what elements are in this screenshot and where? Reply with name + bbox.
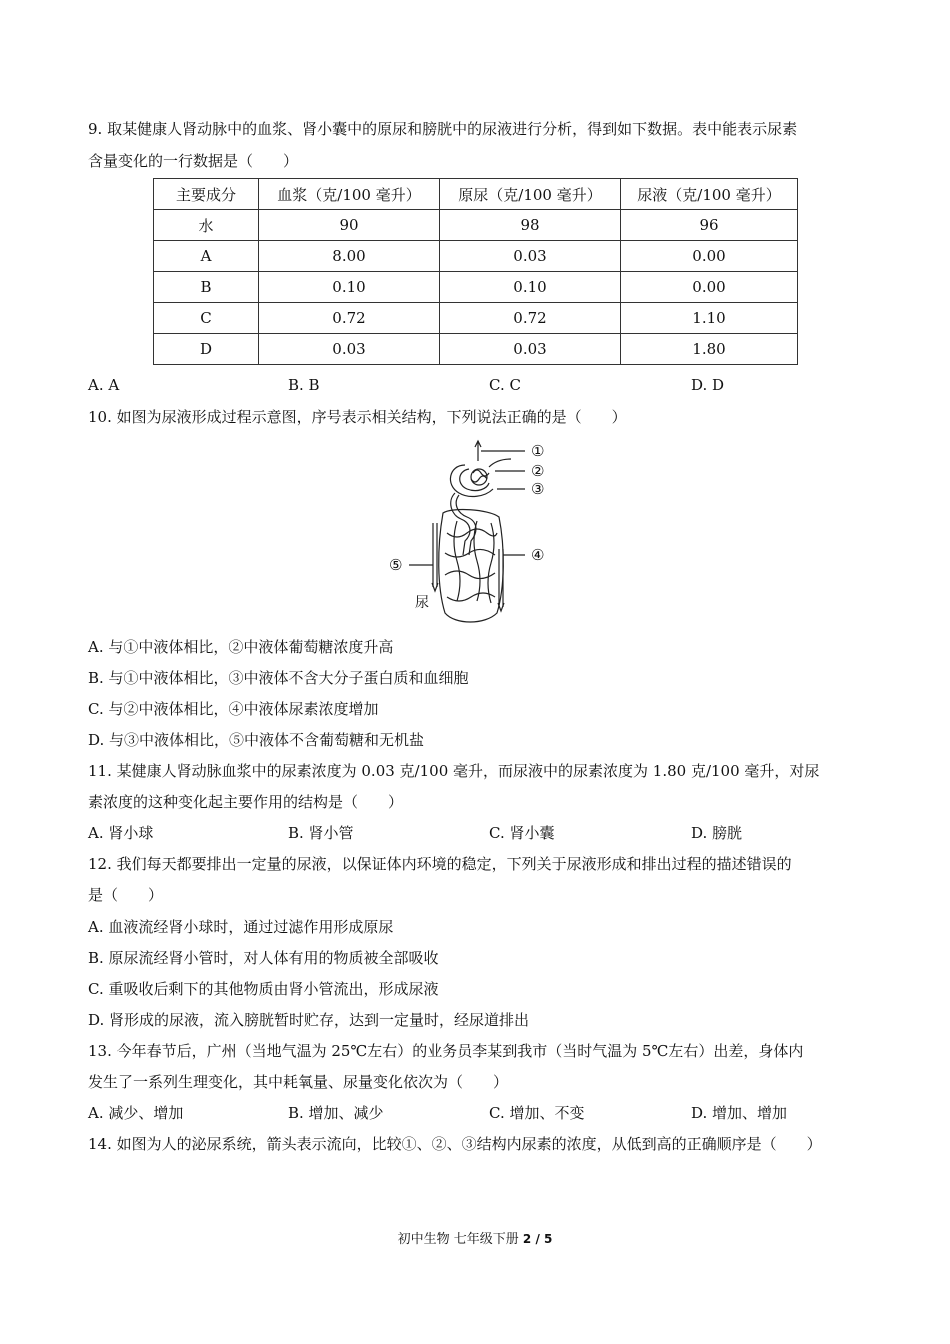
q14-stem: 14. 如图为人的泌尿系统，箭头表示流向，比较①、②、③结构内尿素的浓度，从低到高的正确顺序是（ ） <box>88 1135 822 1153</box>
table-cell: 1.80 <box>621 334 798 365</box>
q9-option-a[interactable]: A. A <box>88 376 120 394</box>
table-cell: D <box>154 334 259 365</box>
q13-option-d[interactable]: D. 增加、增加 <box>691 1104 788 1122</box>
capillary-network <box>439 510 504 622</box>
table-cell: C <box>154 303 259 334</box>
table-cell: 98 <box>440 210 621 241</box>
table-header-cell: 尿液（克/100 毫升） <box>621 179 798 210</box>
table-cell: 8.00 <box>259 241 440 272</box>
q10-option-c[interactable]: C. 与②中液体相比，④中液体尿素浓度增加 <box>88 700 379 718</box>
table-header-cell: 原尿（克/100 毫升） <box>440 179 621 210</box>
q12-option-a[interactable]: A. 血液流经肾小球时，通过过滤作用形成原尿 <box>88 918 394 936</box>
q13-option-c[interactable]: C. 增加、不变 <box>489 1104 585 1122</box>
q13-stem-line2: 发生了一系列生理变化，其中耗氧量、尿量变化依次为（ ） <box>88 1073 509 1091</box>
table-cell: 0.00 <box>621 272 798 303</box>
page-footer <box>0 1228 950 1247</box>
table-header-cell: 主要成分 <box>154 179 259 210</box>
label-2: ② <box>531 462 545 480</box>
table-cell: 0.10 <box>440 272 621 303</box>
q11-option-a[interactable]: A. 肾小球 <box>88 824 154 842</box>
table-cell: B <box>154 272 259 303</box>
q11-option-d[interactable]: D. 膀胱 <box>691 824 743 842</box>
urine-formation-diagram <box>385 437 575 629</box>
table-cell: 1.10 <box>621 303 798 334</box>
q13-option-a[interactable]: A. 减少、增加 <box>88 1104 184 1122</box>
table-header-row <box>154 179 798 210</box>
table-row <box>154 210 798 241</box>
q9-option-d[interactable]: D. D <box>691 376 725 394</box>
q12-option-d[interactable]: D. 肾形成的尿液，流入膀胱暂时贮存，达到一定量时，经尿道排出 <box>88 1011 530 1029</box>
table-row <box>154 272 798 303</box>
table-cell: 0.03 <box>259 334 440 365</box>
arrow-icon <box>432 583 438 591</box>
table-row <box>154 303 798 334</box>
q9-option-c[interactable]: C. C <box>489 376 521 394</box>
footer-page-number: 2 / 5 <box>522 1232 553 1246</box>
q10-option-a[interactable]: A. 与①中液体相比，②中液体葡萄糖浓度升高 <box>88 638 394 656</box>
q12-stem-line1: 12. 我们每天都要排出一定量的尿液，以保证体内环境的稳定，下列关于尿液形成和排出过程的描述错误的 <box>88 855 792 873</box>
table-cell: 96 <box>621 210 798 241</box>
table-cell: 0.10 <box>259 272 440 303</box>
q12-option-c[interactable]: C. 重吸收后剩下的其他物质由肾小管流出，形成尿液 <box>88 980 439 998</box>
q10-stem: 10. 如图为尿液形成过程示意图，序号表示相关结构，下列说法正确的是（ ） <box>88 408 627 426</box>
q13-options <box>88 1102 908 1124</box>
q13-stem-line1: 13. 今年春节后，广州（当地气温为 25℃左右）的业务员李某到我市（当时气温为 5℃左右）出差，身体内 <box>88 1042 804 1060</box>
table-cell: 90 <box>259 210 440 241</box>
label-3: ③ <box>531 480 545 498</box>
q12-stem-line2: 是（ ） <box>88 886 164 904</box>
table-cell: 水 <box>154 210 259 241</box>
label-4: ④ <box>531 546 545 564</box>
q9-data-table <box>153 178 798 365</box>
table-cell: 0.72 <box>259 303 440 334</box>
table-row <box>154 334 798 365</box>
urine-label: 尿 <box>415 595 429 611</box>
arrow-icon <box>498 603 504 611</box>
q9-stem-line1: 9. 取某健康人肾动脉中的血浆、肾小囊中的原尿和膀胱中的尿液进行分析，得到如下数据。表中能表示尿素 <box>88 120 798 138</box>
table-cell: 0.03 <box>440 241 621 272</box>
table-cell: 0.00 <box>621 241 798 272</box>
table-cell: A <box>154 241 259 272</box>
q11-stem-line2: 素浓度的这种变化起主要作用的结构是（ ） <box>88 793 404 811</box>
table-cell: 0.03 <box>440 334 621 365</box>
q11-option-c[interactable]: C. 肾小囊 <box>489 824 555 842</box>
q11-options <box>88 822 908 844</box>
q13-option-b[interactable]: B. 增加、减少 <box>288 1104 384 1122</box>
q11-stem-line1: 11. 某健康人肾动脉血浆中的尿素浓度为 0.03 克/100 毫升，而尿液中的尿素浓度为 1.80 克/100 毫升，对尿 <box>88 762 820 780</box>
footer-subject: 初中生物 七年级下册 <box>397 1232 519 1247</box>
label-5: ⑤ <box>389 556 403 574</box>
q10-option-d[interactable]: D. 与③中液体相比，⑤中液体不含葡萄糖和无机盐 <box>88 731 425 749</box>
table-row <box>154 241 798 272</box>
q10-option-b[interactable]: B. 与①中液体相比，③中液体不含大分子蛋白质和血细胞 <box>88 669 469 687</box>
table-header-cell: 血浆（克/100 毫升） <box>259 179 440 210</box>
q9-stem-line2: 含量变化的一行数据是（ ） <box>88 152 299 170</box>
q12-option-b[interactable]: B. 原尿流经肾小管时，对人体有用的物质被全部吸收 <box>88 949 439 967</box>
label-1: ① <box>531 442 545 460</box>
table-cell: 0.72 <box>440 303 621 334</box>
q11-option-b[interactable]: B. 肾小管 <box>288 824 354 842</box>
q9-option-b[interactable]: B. B <box>288 376 320 394</box>
q9-options <box>88 374 908 396</box>
